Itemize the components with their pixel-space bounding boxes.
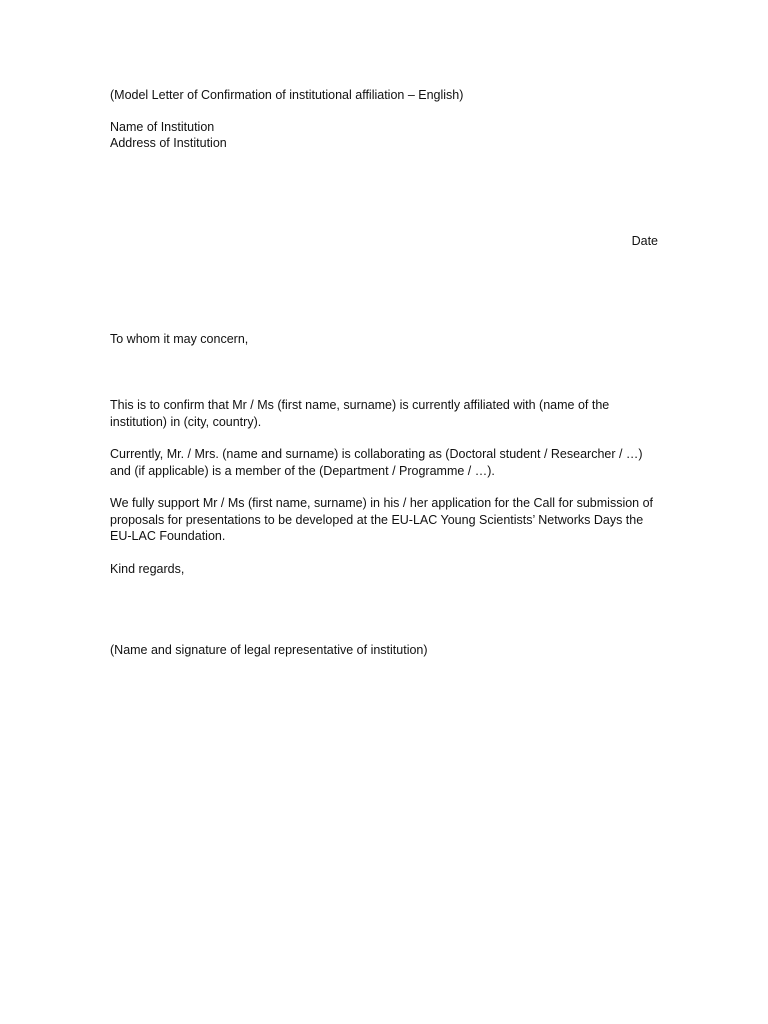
signature-line: (Name and signature of legal representative of institution) [110, 643, 428, 657]
letter-date: Date [631, 234, 658, 248]
paragraph-support: We fully support Mr / Ms (first name, surname) in his / her application for the Call for submission of proposals for presentations to be developed at the EU-LAC Young Scientists’ Networks Days the EU-LAC Foundation. [110, 496, 654, 543]
letter-heading: (Model Letter of Confirmation of institutional affiliation – English) [110, 88, 464, 102]
salutation: To whom it may concern, [110, 332, 249, 346]
closing: Kind regards, [110, 562, 185, 576]
paragraph-affiliation: This is to confirm that Mr / Ms (first name, surname) is currently affiliated with (name of the institution) in (city, country). [110, 398, 610, 429]
institution-address: Address of Institution [110, 136, 227, 150]
institution-name: Name of Institution [110, 120, 215, 134]
paragraph-collaboration: Currently, Mr. / Mrs. (name and surname) is collaborating as (Doctoral student / Researcher / …) and (if applicable) is a member of the (Department / Programme / …). [110, 447, 643, 478]
